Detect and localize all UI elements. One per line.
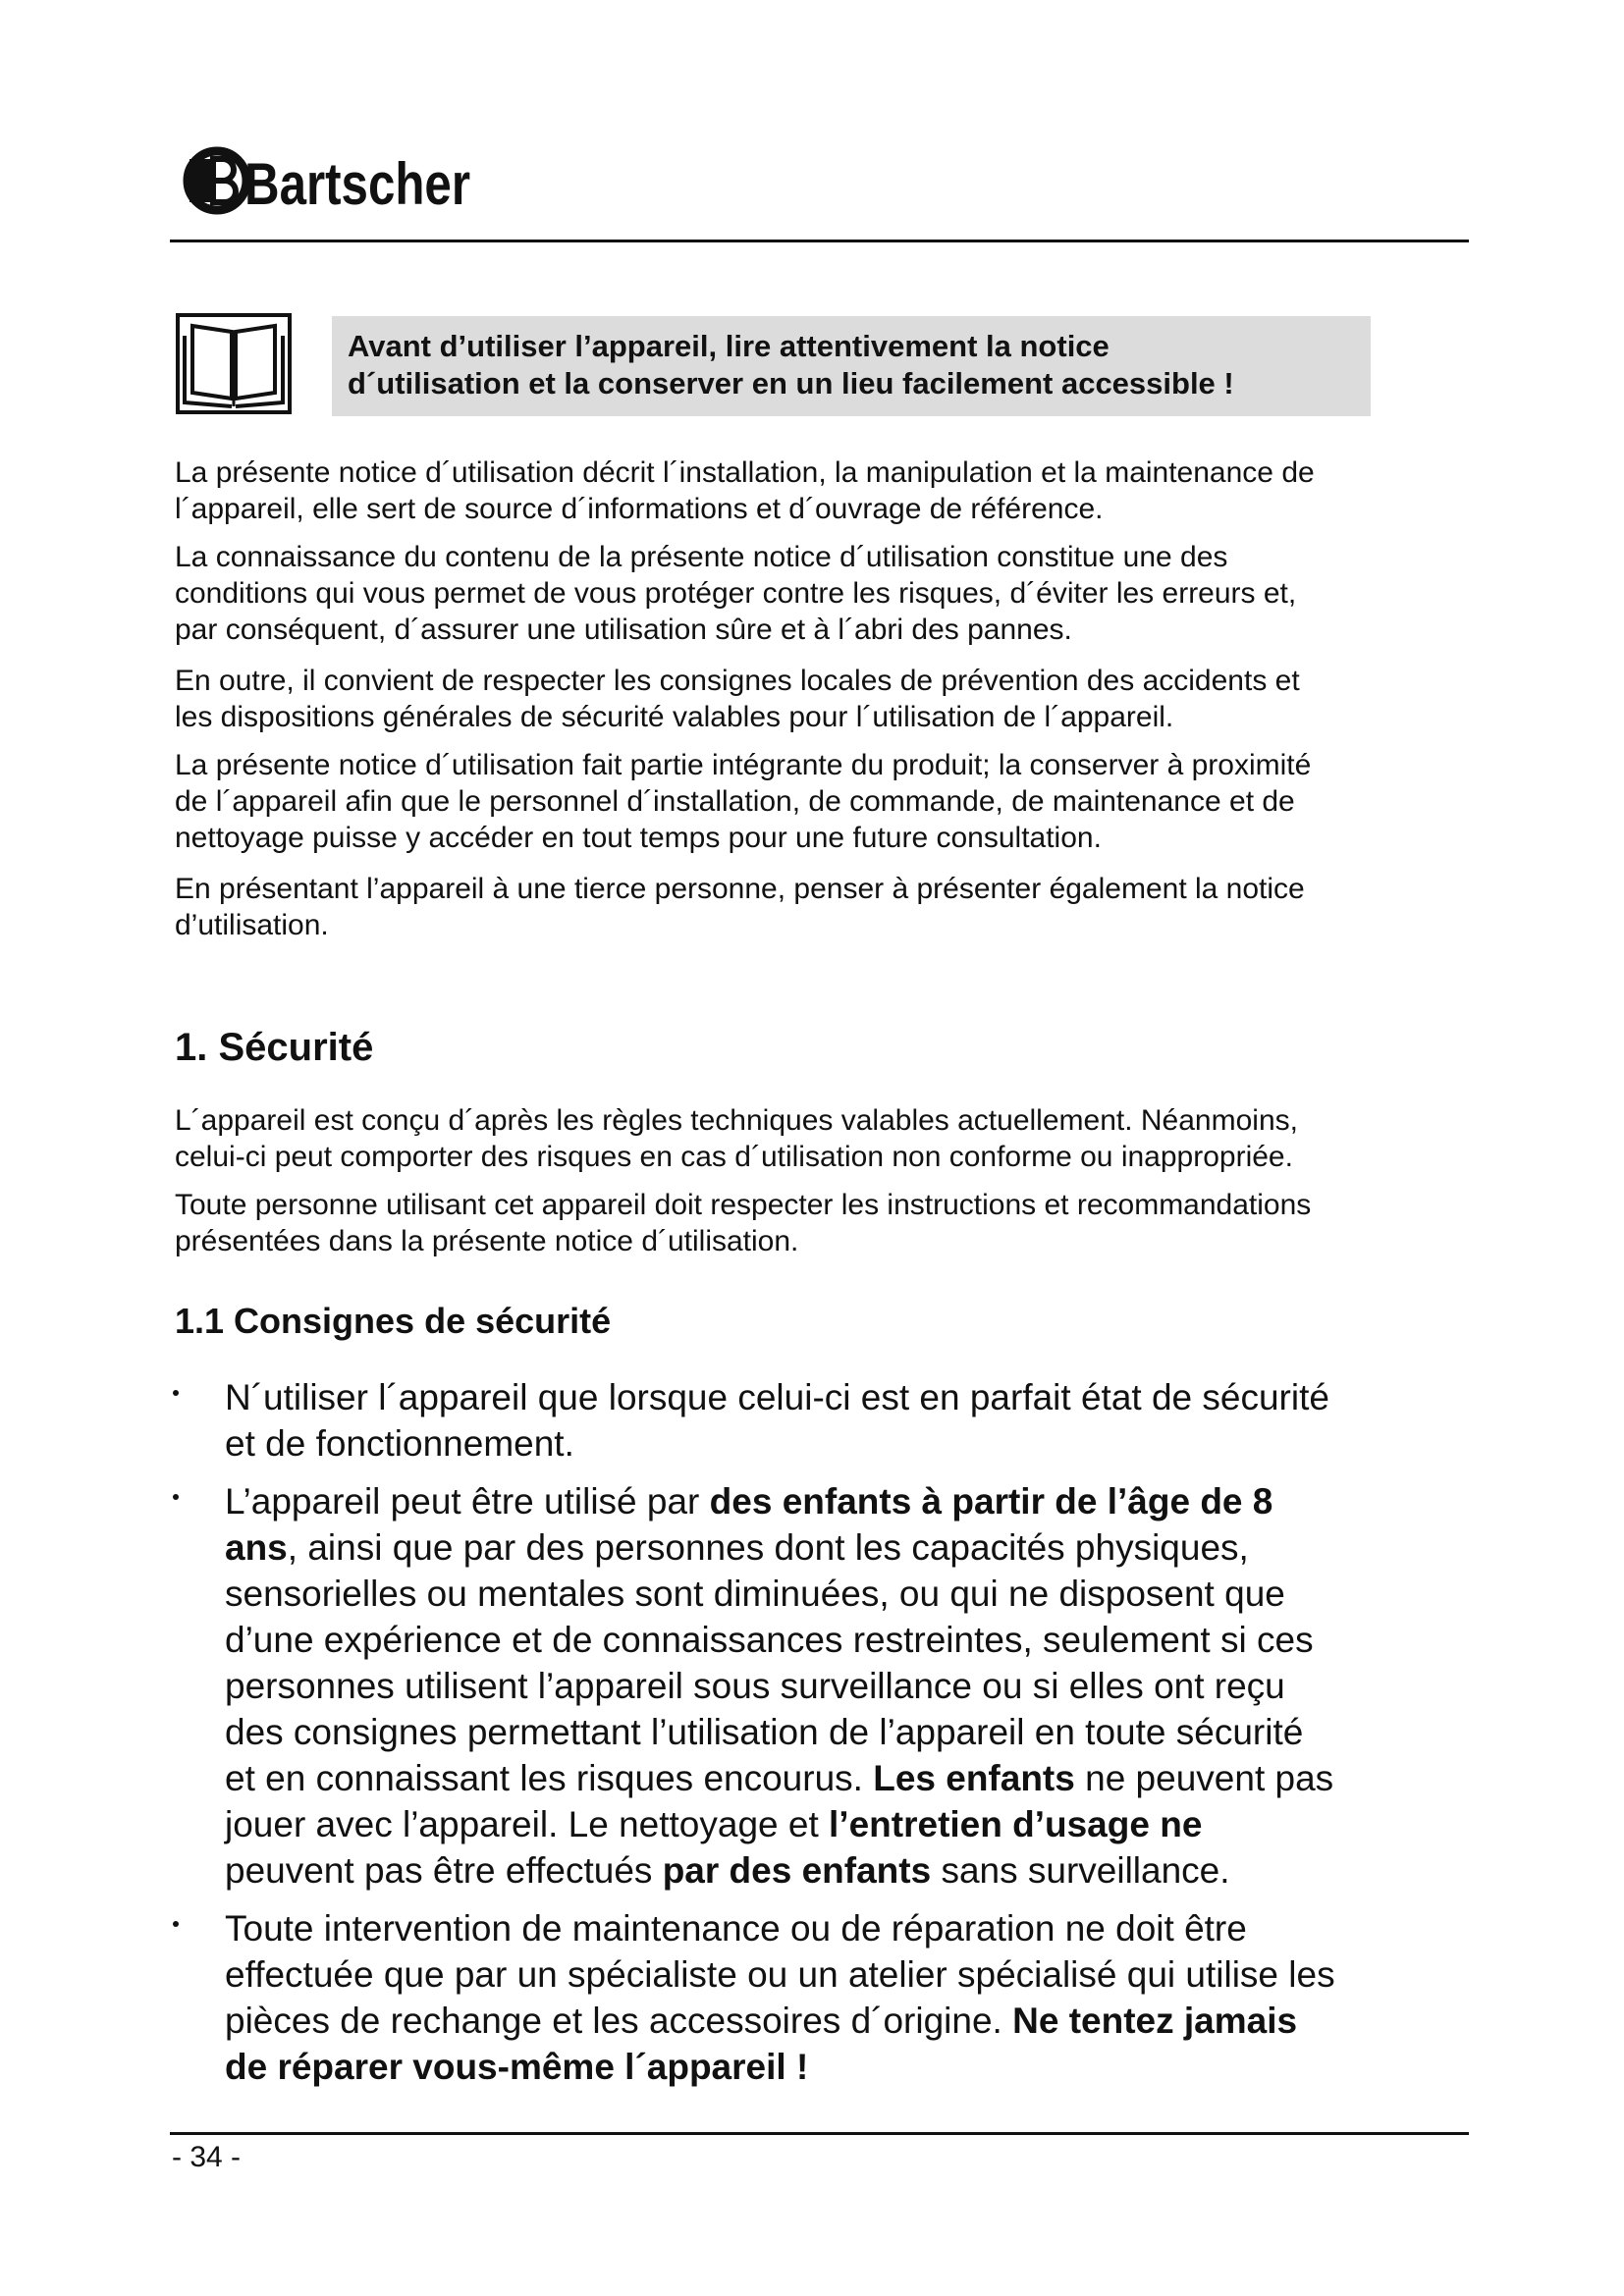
text-run-bold: Les enfants <box>873 1758 1075 1798</box>
text-line: En présentant l’appareil à une tierce personne, penser à présenter également la notice <box>175 873 1305 905</box>
text-line <box>225 1847 1485 1894</box>
page-number: - 34 - <box>172 2141 242 2173</box>
intro-paragraph-5 <box>175 871 1481 943</box>
text-line: En outre, il convient de respecter les consignes locales de prévention des accidents et <box>175 665 1300 697</box>
intro-paragraph-4 <box>175 747 1481 856</box>
text-line <box>225 1524 1485 1571</box>
safety-instructions-list <box>169 1374 1485 2102</box>
text-line: et de fonctionnement. <box>225 1423 574 1464</box>
text-line: effectuée que par un spécialiste ou un atelier spécialisé qui utilise les <box>225 1954 1335 1995</box>
text-line: conditions qui vous permet de vous protéger contre les risques, d´éviter les erreurs et, <box>175 577 1297 610</box>
text-line: d’une expérience et de connaissances restreintes, seulement si ces <box>225 1620 1314 1660</box>
text-line: l´appareil, elle sert de source d´informations et d´ouvrage de référence. <box>175 493 1104 525</box>
text-line: personnes utilisent l’appareil sous surveillance ou si elles ont reçu <box>225 1666 1285 1706</box>
logo-wordmark: Bartscher <box>244 151 470 217</box>
subsection-title-consignes: 1.1 Consignes de sécurité <box>175 1301 612 1341</box>
text-run: , ainsi que par des personnes dont les capacités physiques, <box>287 1527 1249 1568</box>
intro-paragraph-2 <box>175 539 1481 648</box>
text-line: Toute personne utilisant cet appareil doit respecter les instructions et recommandations <box>175 1189 1312 1221</box>
section1-paragraph-1 <box>175 1102 1481 1175</box>
text-run: et en connaissant les risques encourus. <box>225 1758 874 1798</box>
text-run: peuvent pas être effectués <box>225 1850 663 1891</box>
bullet-icon <box>173 1921 179 1927</box>
text-line: celui-ci peut comporter des risques en cas d´utilisation non conforme ou inappropriée. <box>175 1141 1293 1173</box>
intro-paragraph-1 <box>175 454 1481 527</box>
text-line <box>225 1998 1485 2044</box>
text-line: d’utilisation. <box>175 909 329 941</box>
text-line: de l´appareil afin que le personnel d´installation, de commande, de maintenance et de <box>175 785 1295 818</box>
notice-line-2: d´utilisation et la conserver en un lieu facilement accessible ! <box>348 366 1234 400</box>
list-item <box>169 1478 1485 1894</box>
section1-paragraph-2 <box>175 1187 1481 1259</box>
text-line: La présente notice d´utilisation fait partie intégrante du produit; la conserver à proximité <box>175 749 1312 781</box>
list-item <box>169 1905 1485 2090</box>
text-run: pièces de rechange et les accessoires d´origine. <box>225 2001 1013 2041</box>
text-line: sensorielles ou mentales sont diminuées, ou qui ne disposent que <box>225 1574 1285 1614</box>
section-title-securite: 1. Sécurité <box>175 1026 374 1069</box>
text-line: par conséquent, d´assurer une utilisation sûre et à l´abri des pannes. <box>175 614 1072 646</box>
text-run-bold: Ne tentez jamais <box>1012 2001 1298 2041</box>
text-line: La présente notice d´utilisation décrit l´installation, la manipulation et la maintenance de <box>175 456 1315 489</box>
text-run: L’appareil peut être utilisé par <box>225 1481 710 1522</box>
text-run-bold: ans <box>225 1527 288 1568</box>
text-line <box>225 1755 1485 1801</box>
text-line <box>225 1478 1485 1524</box>
text-line <box>225 1801 1485 1847</box>
bullet-icon <box>173 1494 179 1500</box>
text-line: présentées dans la présente notice d´utilisation. <box>175 1225 799 1257</box>
text-run: ne peuvent pas <box>1074 1758 1334 1798</box>
text-line: N´utiliser l´appareil que lorsque celui-ci est en parfait état de sécurité <box>225 1377 1329 1417</box>
text-run-bold: des enfants à partir de l’âge de 8 <box>709 1481 1273 1522</box>
text-line: L´appareil est conçu d´après les règles techniques valables actuellement. Néanmoins, <box>175 1104 1298 1137</box>
book-icon <box>175 312 293 415</box>
text-run-bold: l’entretien d’usage ne <box>829 1804 1203 1844</box>
text-run: jouer avec l’appareil. Le nettoyage et <box>225 1804 830 1844</box>
bullet-icon <box>173 1390 179 1396</box>
text-line-bold: de réparer vous-même l´appareil ! <box>225 2047 809 2087</box>
footer-rule <box>170 2132 1469 2135</box>
list-item <box>169 1374 1485 1467</box>
header-rule <box>170 240 1469 242</box>
text-line: nettoyage puisse y accéder en tout temps pour une future consultation. <box>175 822 1102 854</box>
notice-line-1: Avant d’utiliser l’appareil, lire attentivement la notice <box>348 329 1110 363</box>
bartscher-logo <box>180 130 474 228</box>
text-line: les dispositions générales de sécurité valables pour l´utilisation de l´appareil. <box>175 701 1174 733</box>
intro-paragraph-3 <box>175 663 1481 735</box>
text-run-bold: par des enfants <box>662 1850 932 1891</box>
text-run: sans surveillance. <box>931 1850 1230 1891</box>
text-line: La connaissance du contenu de la présente notice d´utilisation constitue une des <box>175 541 1228 573</box>
text-line: Toute intervention de maintenance ou de réparation ne doit être <box>225 1908 1247 1949</box>
read-manual-notice <box>332 316 1371 416</box>
text-line: des consignes permettant l’utilisation de l’appareil en toute sécurité <box>225 1712 1304 1752</box>
